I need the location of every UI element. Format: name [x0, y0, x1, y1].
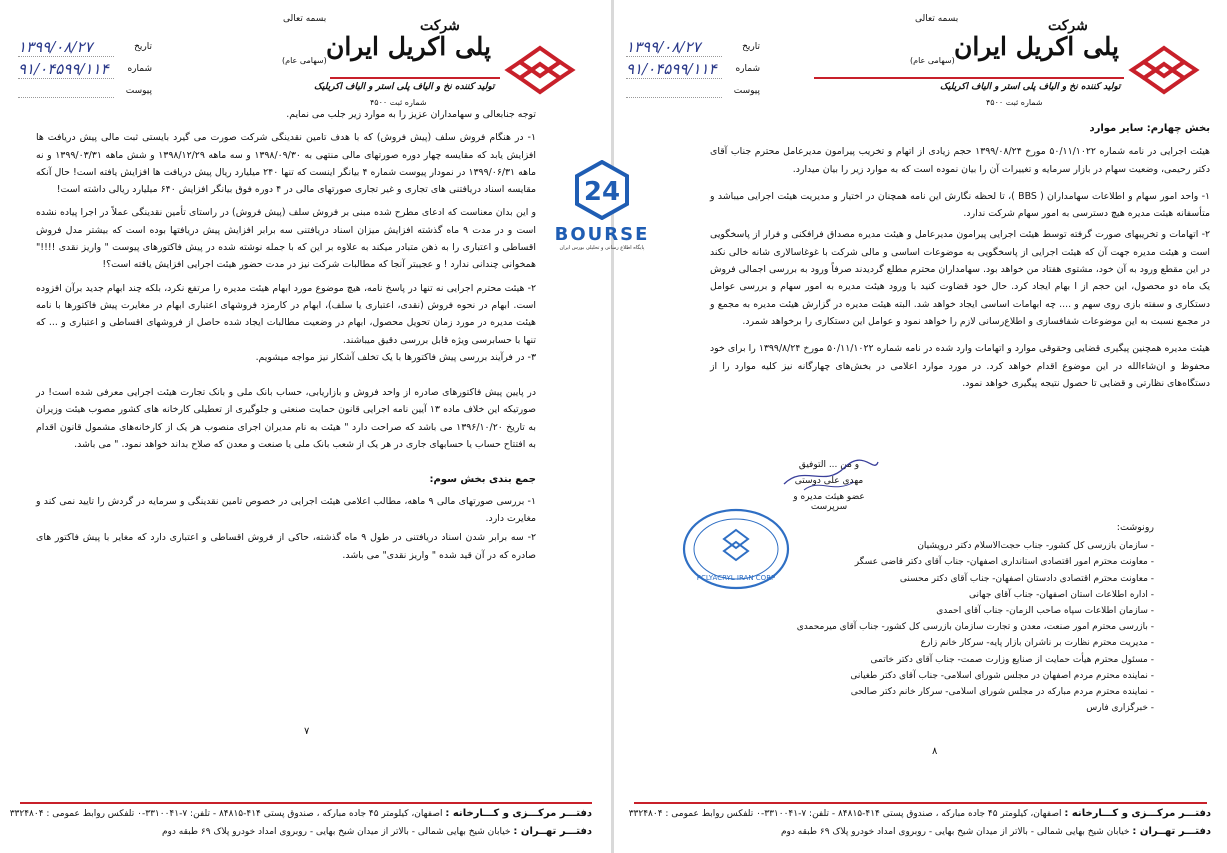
footer [0, 802, 612, 837]
list-item: ۲- سه برابر شدن اسناد دریافتنی در طول ۹ ماه گذشته، حاکی از فروش اقساطی و اعتباری دارد که مغایر با پیش فاکتور های صادره که در آن قید شده " واریز نقدی" می باشد. [36, 532, 536, 561]
company-type: (سهامی عام) [282, 56, 327, 65]
page-number: ۸ [932, 746, 938, 757]
letter-meta [18, 36, 152, 102]
number-label: شماره [127, 64, 152, 74]
cc-item: - خبرگزاری فارس [764, 700, 1154, 716]
signatory-name: مهدی علی دوستی [794, 476, 864, 486]
date-label: تاریخ [134, 42, 152, 52]
footer-tehran-text: خیابان شیخ بهایی شمالی - بالاتر از میدان شیخ بهایی - روبروی امداد خودرو پلاک ۶۹ طبقه دوم [780, 827, 1130, 837]
number-label: شماره [735, 64, 760, 74]
bismillah: بسمه تعالی [283, 14, 327, 24]
paragraph: ۲- هیئت محترم اجرایی نه تنها در پاسخ نامه، هیچ موضوع مورد ابهام هیئت مدیره را مرتفع نکرد، بلکه چند ابهام جدید برآن افزوده است. ابهام در نحوه فروش (نقدی، اعتباری یا سلف)، ابهام در کارمزد فروشهای اعتباری ابهام در مغایرت پیش فاکتورها با نامه هیئت مدیره در مورد زمان تحویل محصول، ابهام در وضعیت مطالبات ایجاد شده حاصل از فروشهای اقساطی و اعتباری و ... که تنها با حسابرسی ویژه قابل بررسی دقیق میباشند. [36, 282, 536, 346]
paragraph: ۱- در هنگام فروش سلف (پیش فروش) که با هدف تامین نقدینگی شرکت صورت می گیرد بایستی ثبت مالی پیش دریافت ها افزایش یابد که مقایسه چهار دوره صورتهای مالی منتهی به ۱۳۹۸/۰۹/۳۰ و سه ماهه ۱۳۹۸/۱۲/۲۹ و شش ماهه ۱۳۹۹/۰۳/۳۱ و نه ماهه ۱۳۹۹/۰۶/۳۱ در نمودار پیوست شماره ۴ بیانگر اینست که تنها ۲۴۰ میلیارد ریال پیش دریافت ها افزایش یافته است! حال آنکه مقایسه اسناد دریافتنی های تجاری و غیر تجاری صورتهای مالی در ۴ دوره فوق بیانگر افزایش ۶۴۰ میلیارد ریالی داشته است! [36, 132, 537, 196]
company-logo-icon [500, 44, 580, 96]
footer-central [629, 808, 1211, 819]
left-body [36, 106, 536, 564]
registration-number: شماره ثبت ۴۵۰۰ [370, 98, 427, 107]
footer-tehran-text: خیابان شیخ بهایی شمالی - بالاتر از میدان شیخ بهایی - روبروی امداد خودرو پلاک ۶۹ طبقه دوم [161, 827, 511, 837]
svg-text:24: 24 [583, 177, 621, 207]
cc-item: - بازرسی محترم امور صنعت، معدن و تجارت سازمان بازرسی کل کشور- جناب آقای میرمحمدی [764, 619, 1154, 635]
stamp-text: PCLYACRYL IRAN CORP [696, 574, 776, 582]
cc-item: - سازمان بازرسی کل کشور- جناب حجت‌الاسلام دکتر درویشیان [764, 538, 1154, 554]
section-heading: جمع بندی بخش سوم: [429, 474, 536, 486]
signatory-title: عضو هیئت مدیره و سرپرست [793, 492, 865, 512]
cc-item: - نماینده محترم مردم مبارکه در مجلس شورای اسلامی- سرکار خانم دکتر صالحی [764, 684, 1154, 700]
bourse-brand: BOURSE [554, 224, 650, 245]
list-item: ۱- واحد امور سهام و اطلاعات سهامداران ( BBS )، تا لحظه نگارش این نامه همچنان در اختیار و مدیریت هیئت اجرایی میباشد و متأسفانه هیئت مدیره هیچ دسترسی به امور سهام شرکت ندارد. [710, 190, 1210, 220]
section-heading: بخش چهارم: سایر موارد [1089, 123, 1210, 134]
attachment-label: پیوست [733, 86, 760, 96]
paragraph: و این بدان معناست که ادعای مطرح شده مبنی بر فروش سلف (پیش فروش) در راستای تأمین نقدینگی عملاً در اجرا پیاده نشده است و در مدت ۹ ماه گذشته افزایش میزان اسناد دریافتنی سه برابر افزایش پیش دریافتها بوده است که بیشتر مدل فروش اقساطی و اعتباری را به ذهن متبادر میکند به علاوه بر این که با جمله نوشته شده در پیش فاکتورهای پیوست " واریز نقدی !!!!" همخوانی چندانی ندارد ! و عجیبتر آنجا که مطالبات شرکت نیز در مدت حضور هیئت اجرایی افزایش یافته است؟! [36, 207, 536, 271]
attachment-value [626, 85, 722, 98]
footer-central [10, 808, 592, 819]
footer-tehran-label: دفتـــر تهــران : [513, 826, 592, 837]
paragraph: توجه جنابعالی و سهامداران عزیز را به موارد زیر جلب می نمایم. [286, 109, 536, 120]
company-name: پلی اکریل ایران [954, 32, 1120, 61]
footer-tehran [781, 826, 1211, 837]
attachment-label: پیوست [125, 86, 152, 96]
registration-number: شماره ثبت ۴۵۰۰ [986, 98, 1043, 107]
list-item: ۲- اتهامات و تخریبهای صورت گرفته توسط هیئت اجرایی پیرامون مدیرعامل و هیئت مدیره مصداق فرافکنی و فرار از پاسخگویی است و هیئت مدیره جهت آن که هیئت اجرایی از پاسخگویی به موضوعات اساسی و مالی شرکت با غوغاسالاری شانه خالی نکند در این مقطع ورود به آن خود، مشتوی هفتاد من خواهد بود. سهامداران محترم مطلع گردیدند صرفاً ورود به بررسی اجمالی فروش یک ماه دو محصول، این حجم از ا بهام ایجاد کرد. حال خود قضاوت کنید با ورود هیئت مدیره به امور سهام و بررسی عوامل دستکاری و سفته بازی روی سهم و .... چه ابهامات اساسی ایجاد خواهد شد. البته هیئت مدیره در گزارش هیئت مدیره به مجمع و در مجمع نسبت به این موضوعات شفافسازی و اطلاع‌رسانی لازم را خواهد نمود و عوامل این دستکاری را برخواهد شمرد. [710, 229, 1210, 327]
paragraph: هیئت اجرایی در نامه شماره ۵۰/۱۱/۱۰۲۲ مورخ ۱۳۹۹/۰۸/۲۴ حجم زیادی از اتهام و تخریب پیرامون مدیرعامل محترم جناب آقای دکتر رحیمی، وضعیت سهام در بازار سرمایه و تغییرات آن را بیان نموده است که به موارد زیر را بیان میدارد. [710, 146, 1210, 175]
right-body [710, 120, 1210, 392]
company-name: پلی اکریل ایران [326, 32, 492, 61]
footer-central-text: اصفهان، کیلومتر ۴۵ جاده مبارکه ، صندوق پستی ۴۱۴-۸۴۸۱۵ - تلفن: ۷-۳۳۱۰۰۴۱-۰ تلفکس روابط عمومی : ۳۳۲۴۸۰۴ [9, 809, 443, 819]
tagline: تولید کننده نخ و الیاف پلی استر و الیاف اکریلیک [940, 82, 1121, 92]
signature-closing: و من ... التوفیق [798, 460, 860, 470]
date-label: تاریخ [742, 42, 760, 52]
signature-block [774, 460, 884, 512]
footer-central-text: اصفهان، کیلومتر ۴۵ جاده مبارکه ، صندوق پستی ۴۱۴-۸۴۸۱۵ - تلفن: ۷-۳۳۱۰۰۴۱-۰ تلفکس روابط عمومی : ۳۳۲۴۸۰۴ [628, 809, 1062, 819]
company-logo-icon [1124, 44, 1204, 96]
list-item: ۱- بررسی صورتهای مالی ۹ ماهه، مطالب اعلامی هیئت اجرایی در خصوص تامین نقدینگی و سرمایه در گردش را تایید نمی کند و مغایرت دارد. [36, 495, 536, 524]
footer-rule [634, 802, 1207, 804]
number-value: ۹۱/۰۴۵۹۹/۱۱۴ [626, 60, 722, 79]
bourse-watermark [554, 160, 650, 251]
letter-page-7 [0, 0, 612, 853]
number-value: ۹۱/۰۴۵۹۹/۱۱۴ [18, 60, 114, 79]
cc-item: - سازمان اطلاعات سپاه صاحب الزمان- جناب آقای احمدی [764, 603, 1154, 619]
paragraph: ۳- در فرآیند بررسی پیش فاکتورها با یک تخلف آشکار نیز مواجه میشویم. [255, 351, 536, 363]
cc-heading: رونوشت: [1116, 522, 1154, 533]
letter-page-8 [614, 0, 1227, 853]
date-value: ۱۳۹۹/۰۸/۲۷ [18, 38, 114, 57]
bourse-logo-icon [572, 160, 632, 220]
cc-list [764, 520, 1154, 716]
cc-item: - معاونت محترم اقتصادی دادستان اصفهان- جناب آقای دکتر محسنی [764, 571, 1154, 587]
company-prefix: شرکت [1048, 18, 1088, 34]
footer-central-label: دفتـــر مرکـــزی و کـــارخانه : [445, 808, 592, 819]
tagline: تولید کننده نخ و الیاف پلی استر و الیاف اکریلیک [314, 82, 495, 92]
cc-item: - مسئول محترم هیأت حمایت از صنایع وزارت صمت- جناب آقای دکتر خاتمی [764, 652, 1154, 668]
cc-item: - نماینده محترم مردم اصفهان در مجلس شورای اسلامی- جناب آقای دکتر طغیانی [764, 668, 1154, 684]
footer [614, 802, 1227, 837]
footer-tehran-label: دفتـــر تهــران : [1132, 826, 1211, 837]
paragraph: در پایین پیش فاکتورهای صادره از واحد فروش و بازاریابی، حساب بانک ملی و بانک تجارت هیئت اجرایی معرفی شده است! در صورتیکه این خلاف ماده ۱۳ آیین نامه اجرایی قانون حمایت صنعتی و جلوگیری از تعطیلی کارخانه های کشور مصوب هیئت وزیران به تاریخ ۱۳۹۶/۱۰/۲۰ می باشد که صراحت دارد " هیئت به نام مدیران اجرای منصوب هر یک از کارخانه‌های مشمول قانون اقدام به افتتاح حساب یا حسابهای جاری در هر یک از شعب بانک ملی یا صنعت و معدن که صلاح بداند خواهد نمود. " می باشد. [36, 387, 537, 451]
date-value: ۱۳۹۹/۰۸/۲۷ [626, 38, 722, 57]
footer-rule [20, 802, 592, 804]
page-number: ۷ [304, 726, 310, 737]
company-prefix: شرکت [420, 18, 460, 34]
cc-item: - اداره اطلاعات استان اصفهان- جناب آقای جهانی [764, 587, 1154, 603]
bismillah: بسمه تعالی [915, 14, 959, 24]
company-type: (سهامی عام) [910, 56, 955, 65]
letter-meta [626, 36, 760, 102]
header-rule [814, 77, 1124, 79]
attachment-value [18, 85, 114, 98]
paragraph: هیئت مدیره همچنین پیگیری قضایی وحقوقی موارد و اتهامات وارد شده در نامه شماره ۵۰/۱۱/۱۰۲۲ مورخ ۱۳۹۹/۸/۲۴ را برای خود محفوظ و ان‌شاءالله در این موضوع اقدام خواهد کرد. در مورد موارد اعلامی در بخش‌های چهارگانه نیز کلیه موارد را از دستگاه‌های نظارتی و قضایی تا حصول نتیجه پیگیری خواهد نمود. [710, 343, 1210, 389]
handwritten-signature-icon [774, 454, 884, 494]
bourse-tagline: پایگاه اطلاع رسانی و تحلیلی بورس ایران [559, 245, 645, 251]
header-rule [330, 77, 500, 79]
cc-item: - معاونت محترم امور اقتصادی استانداری اصفهان- جناب آقای دکتر قاضی عسگر [764, 554, 1154, 570]
footer-tehran [162, 826, 592, 837]
cc-item: - مدیریت محترم نظارت بر ناشران بازار پایه- سرکار خانم زارع [764, 635, 1154, 651]
footer-central-label: دفتـــر مرکـــزی و کـــارخانه : [1064, 808, 1211, 819]
